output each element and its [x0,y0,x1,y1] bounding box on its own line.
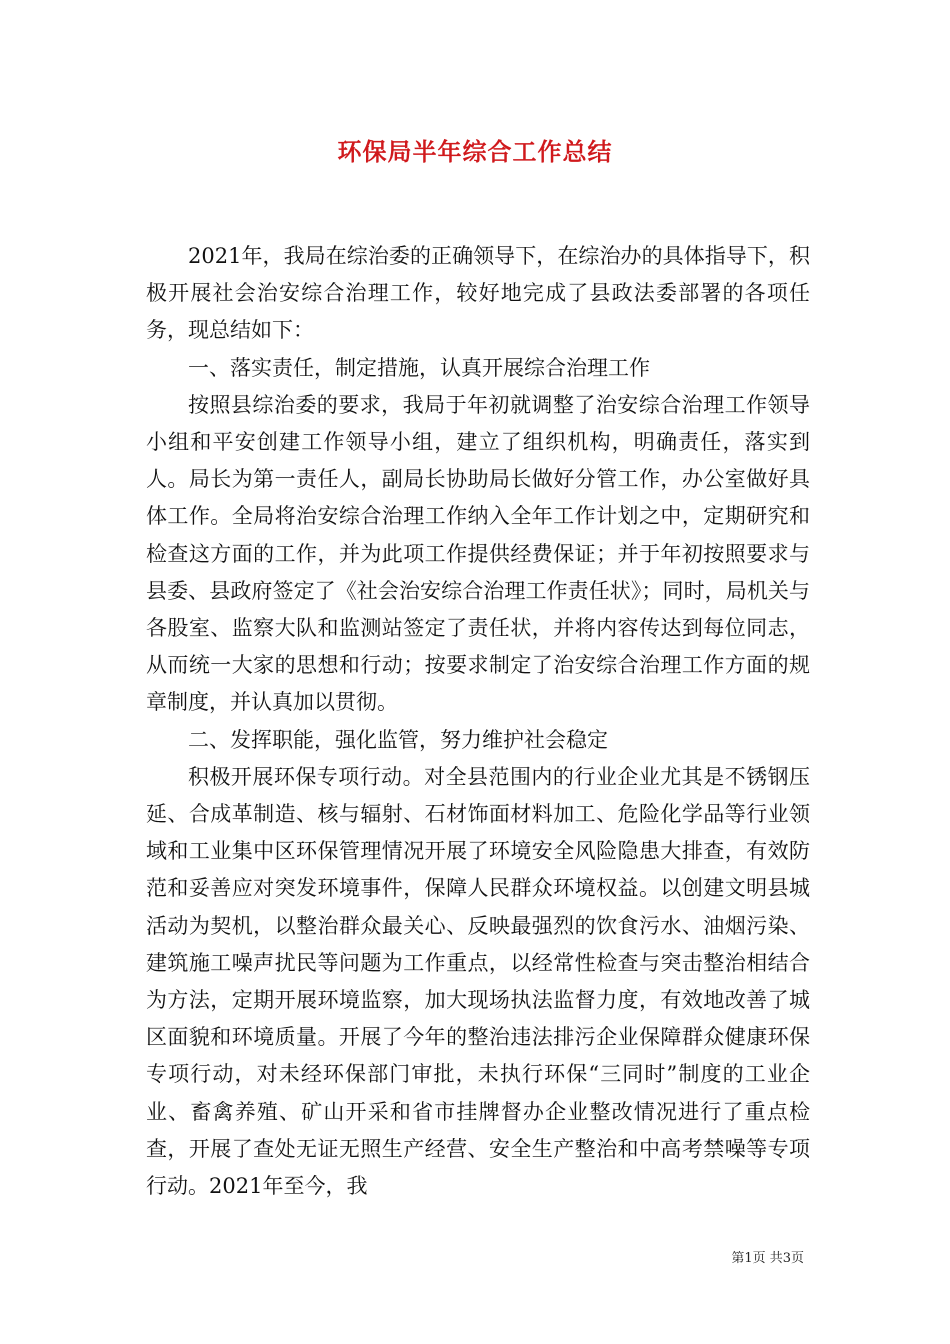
section-heading-2: 二、发挥职能，强化监管，努力维护社会稳定 [188,727,608,752]
page-number-footer: 第1页 共3页 [731,1251,804,1266]
paragraph-section-2: 积极开展环保专项行动。对全县范围内的行业企业尤其是不锈钢压延、合成革制造、核与辐射、石材饰面材料加工、危险化学品等行业领域和工业集中区环保管理情况开展了环境安全风险隐患大排查，有效防范和妥善应对突发环境事件，保障人民群众环境权益。以创建文明县城活动为契机，以整治群众最关心、反映最强烈的饮食污水、油烟污染、建筑施工噪声扰民等问题为工作重点，以经常性检查与突击整治相结合为方法，定期开展环境监察，加大现场执法监督力度，有效地改善了城区面貌和环境质量。开展了今年的整治违法排污企业保障群众健康环保专项行动，对未经环保部门审批，未执行环保“三同时”制度的工业企业、畜禽养殖、矿山开采和省市挂牌督办企业整改情况进行了重点检查，开展了查处无证无照生产经营、安全生产整治和中高考禁噪等专项行动。2021年至今，我 [146,764,810,1199]
paragraph-section-1: 按照县综治委的要求，我局于年初就调整了治安综合治理工作领导小组和平安创建工作领导小组，建立了组织机构，明确责任，落实到人。局长为第一责任人，副局长协助局长做好分管工作，办公室做好具体工作。全局将治安综合治理工作纳入全年工作计划之中，定期研究和检查这方面的工作，并为此项工作提供经费保证；并于年初按照要求与县委、县政府签定了《社会治安综合治理工作责任状》；同时，局机关与各股室、监察大队和监测站签定了责任状，并将内容传达到每位同志，从而统一大家的思想和行动；按要求制定了治安综合治理工作方面的规章制度，并认真加以贯彻。 [146,392,810,715]
document-title: 环保局半年综合工作总结 [337,138,613,166]
section-heading-1: 一、落实责任，制定措施，认真开展综合治理工作 [188,355,650,380]
paragraph-intro: 2021年，我局在综治委的正确领导下，在综治办的具体指导下，积极开展社会治安综合治理工作，较好地完成了县政法委部署的各项任务，现总结如下： [146,244,810,343]
document-body [146,238,810,1205]
